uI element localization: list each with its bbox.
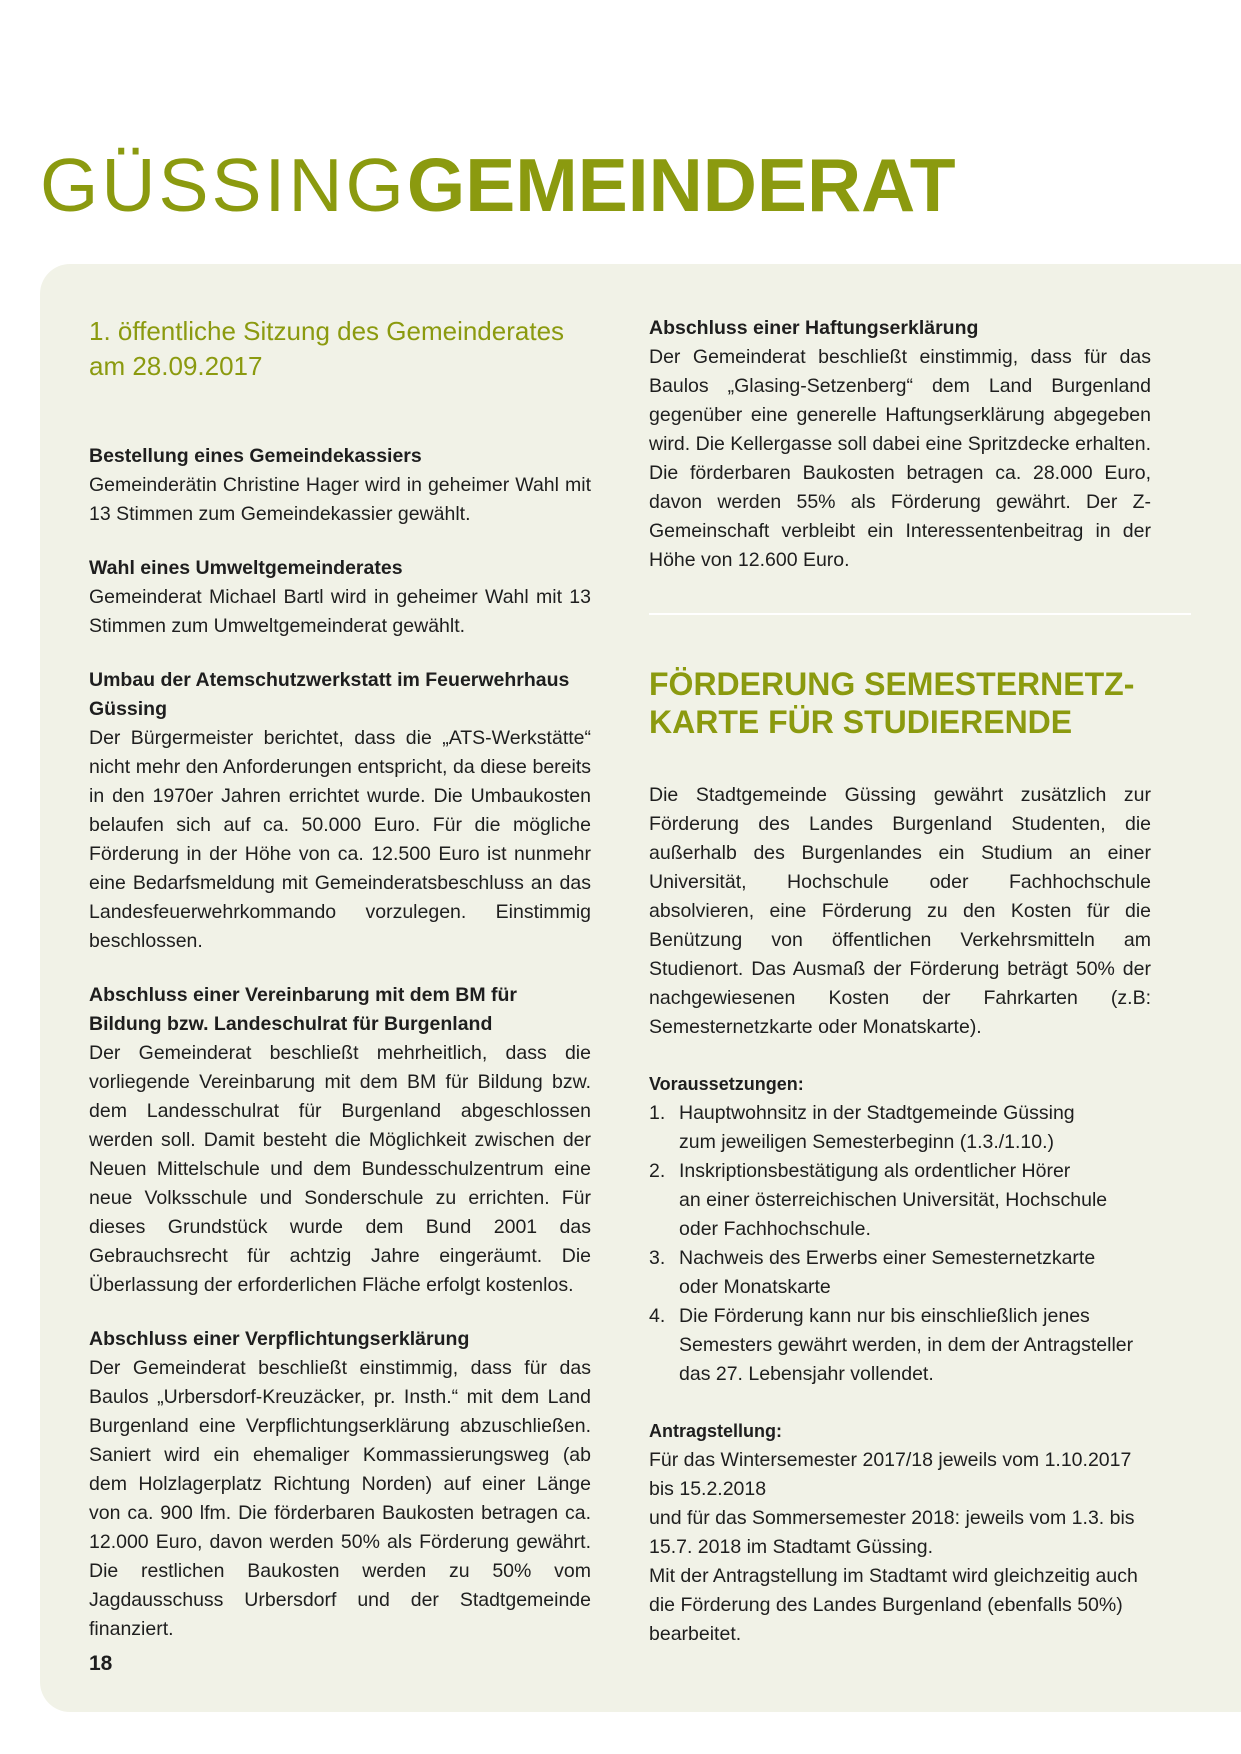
list-item	[649, 1099, 1151, 1157]
section-heading: Bestellung eines Gemeindekassiers	[89, 445, 422, 467]
page-title-bold: GEMEINDERAT	[406, 143, 956, 227]
right-column	[649, 314, 1151, 1677]
list-text: Nachweis des Erwerbs einer Semesternetzkarte oder Monatskarte	[679, 1247, 1096, 1298]
list-text: Hauptwohnsitz in der Stadtgemeinde Güssing zum jeweiligen Semesterbeginn (1.3./1.10.)	[679, 1102, 1075, 1153]
list-item	[649, 1302, 1151, 1389]
section-body: Der Bürgermeister berichtet, dass die „ATS-Werkstätte“ nicht mehr den Anforderungen entspricht, da diese bereits in den 1970er Jahren errichtet wurde. Die Umbaukosten belaufen sich auf ca. 50.000 Euro. Für die mögliche Förderung in der Höhe von ca. 12.500 Euro ist nunmehr eine Bedarfsmeldung mit Gemeinderatsbeschluss an das Landesfeuerwehrkommando vorzulegen. Einstimmig beschlossen.	[89, 727, 591, 952]
divider	[649, 613, 1191, 615]
list-number: 2.	[649, 1160, 666, 1182]
session-title: 1. öffentliche Sitzung des Gemeinderates am 28.09.2017	[89, 316, 565, 381]
foerderung-title: FÖRDERUNG SEMESTERNETZ- KARTE FÜR STUDIERENDE	[649, 666, 1135, 740]
section-body: Gemeinderat Michael Bartl wird in geheimer Wahl mit 13 Stimmen zum Umweltgemeinderat gewählt.	[89, 586, 591, 637]
list-number: 4.	[649, 1305, 666, 1327]
page-title-light: GÜSSING	[40, 143, 407, 227]
list-text: Die Förderung kann nur bis einschließlich jenes Semesters gewährt werden, in dem der Antragsteller das 27. Lebensjahr vollendet.	[679, 1305, 1134, 1385]
list-text: Inskriptionsbestätigung als ordentlicher Hörer an einer österreichischen Universität, Hochschule oder Fachhochschule.	[679, 1160, 1108, 1240]
list-number: 3.	[649, 1247, 666, 1269]
section-heading: Abschluss einer Vereinbarung mit dem BM für Bildung bzw. Landeschulrat für Burgenland	[89, 984, 518, 1035]
section-body: Der Gemeinderat beschließt einstimmig, dass für das Baulos „Urbersdorf-Kreuzäcker, pr. Insth.“ mit dem Land Burgenland eine Verpflichtungserklärung abzuschließen. Saniert wird ein ehemaliger Kommassierungsweg (ab dem Holzlagerplatz Richtung Norden) auf einer Länge von ca. 900 lfm. Die förderbaren Baukosten betragen ca. 12.000 Euro, davon werden 50% als Förderung gewährt. Die restlichen Baukosten werden zu 50% vom Jagdausschuss Urbersdorf und der Stadtgemeinde finanziert.	[89, 1357, 591, 1640]
section-heading: Umbau der Atemschutzwerkstatt im Feuerwehrhaus Güssing	[89, 669, 570, 720]
foerderung-intro: Die Stadtgemeinde Güssing gewährt zusätzlich zur Förderung des Landes Burgenland Studenten, die außerhalb des Burgenlandes ein Studium an einer Universität, Hochschule oder Fachhochschule absolvieren, eine Förderung zu den Kosten für die Benützung von öffentlichen Verkehrsmitteln am Studienort. Das Ausmaß der Förderung beträgt 50% der nachgewiesenen Kosten der Fahrkarten (z.B: Semesternetzkarte oder Monatskarte).	[649, 784, 1151, 1038]
section-verpflichtungserklaerung	[89, 1325, 591, 1644]
page-number: 18	[89, 1652, 113, 1675]
application-heading: Antragstellung:	[649, 1421, 782, 1441]
list-item	[649, 1157, 1151, 1244]
section-heading: Abschluss einer Verpflichtungserklärung	[89, 1328, 470, 1350]
left-column	[89, 314, 591, 1669]
section-body: Der Gemeinderat beschließt mehrheitlich, dass die vorliegende Vereinbarung mit dem BM für Bildung bzw. dem Landesschulrat für Burgenland abgeschlossen werden soll. Damit besteht die Möglichkeit zwischen der Neuen Mittelschule und dem Bundesschulzentrum eine neue Volksschule und Sonderschule zu errichten. Für dieses Grundstück wurde dem Bund 2001 das Gebrauchsrecht für achtzig Jahre eingeräumt. Die Überlassung der erforderlichen Fläche erfolgt kostenlos.	[89, 1042, 591, 1296]
section-haftungserklaerung	[649, 314, 1151, 575]
section-atemschutzwerkstatt	[89, 666, 591, 956]
section-vereinbarung	[89, 981, 591, 1300]
section-umweltgemeinderat	[89, 554, 591, 641]
list-item	[649, 1244, 1151, 1302]
section-body: Der Gemeinderat beschließt einstimmig, dass für das Baulos „Glasing-Setzenberg“ dem Land Burgenland gegenüber eine generelle Haftungserklärung abgegeben wird. Die Kellergasse soll dabei eine Spritzdecke erhalten. Die förderbaren Baukosten betragen ca. 28.000 Euro, davon werden 55% als Förderung gewährt. Der Z-Gemeinschaft verbleibt ein Interessentenbeitrag in der Höhe von 12.600 Euro.	[649, 346, 1151, 571]
requirements-heading: Voraussetzungen:	[649, 1074, 804, 1094]
application-text: Für das Wintersemester 2017/18 jeweils vom 1.10.2017 bis 15.2.2018 und für das Sommersemester 2018: jeweils vom 1.3. bis 15.7. 2018 im Stadtamt Güssing. Mit der Antragstellung im Stadtamt wird gleichzeitig auch die Förderung des Landes Burgenland (ebenfalls 50%) bearbeitet.	[649, 1449, 1138, 1645]
section-body: Gemeinderätin Christine Hager wird in geheimer Wahl mit 13 Stimmen zum Gemeindekassier gewählt.	[89, 474, 591, 525]
list-number: 1.	[649, 1102, 666, 1124]
page-title	[40, 143, 956, 227]
section-heading: Abschluss einer Haftungserklärung	[649, 317, 979, 339]
section-gemeindekassier	[89, 442, 591, 529]
section-heading: Wahl eines Umweltgemeinderates	[89, 557, 403, 579]
requirements-list	[649, 1099, 1151, 1389]
